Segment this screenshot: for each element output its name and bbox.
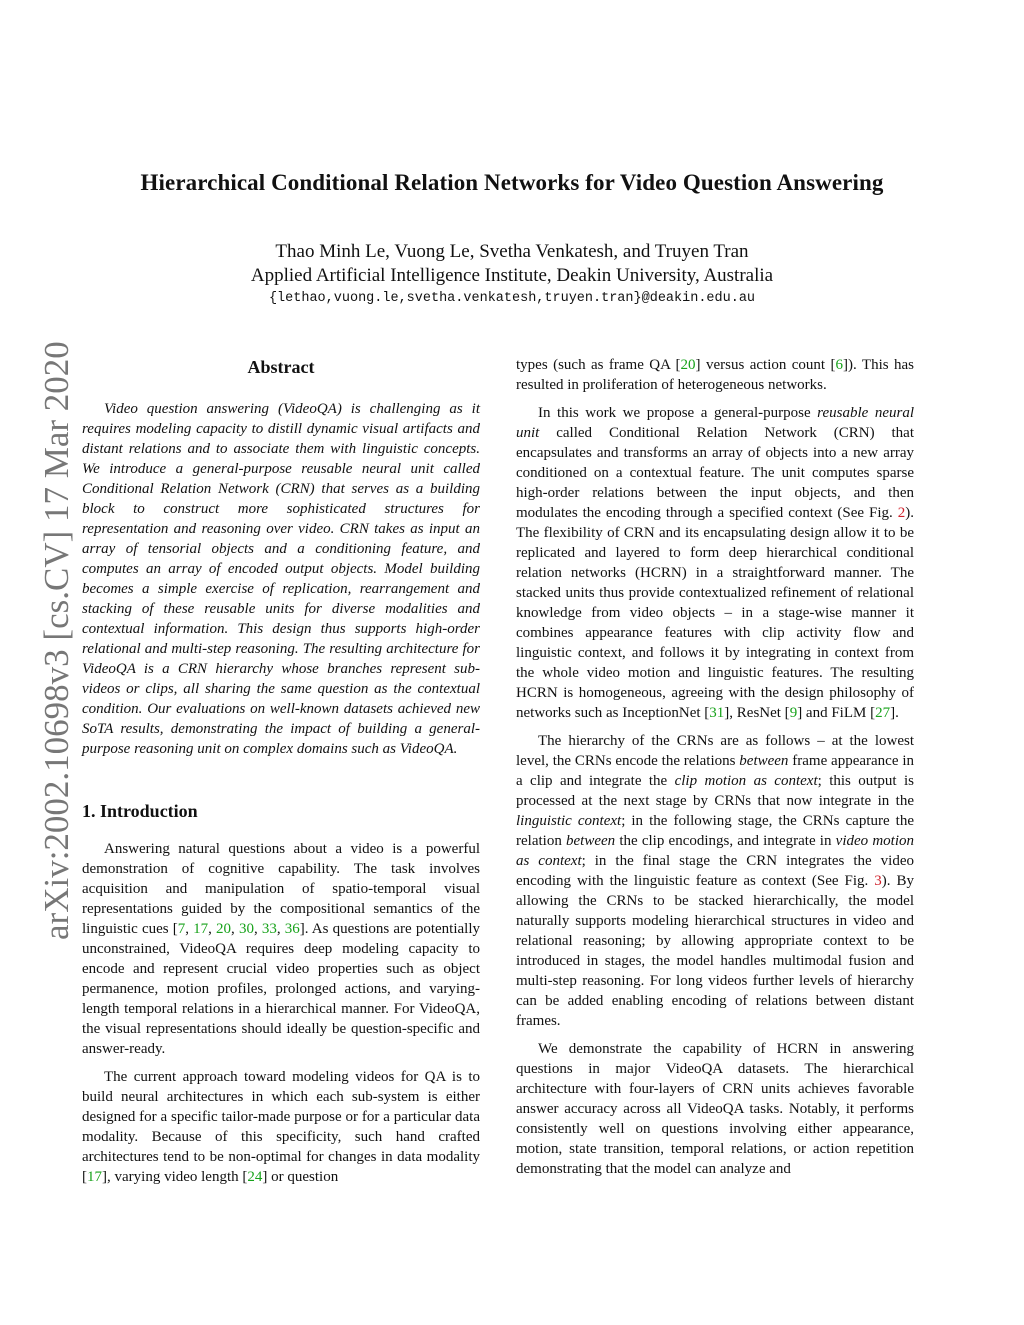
abstract-heading: Abstract <box>247 357 315 377</box>
right-column <box>516 355 914 1187</box>
right-paragraph-2: In this work we propose a general-purpose reusable neural unit called Conditional Relation Network (CRN) that encapsulates and transforms an array of objects into a new array conditioned on a contextual feature. The unit computes sparse high-order relations between the input objects, and then modulates the encoding through a specified context (See Fig. 2). The flexibility of CRN and its encapsulating design allow it to be replicated and layered to form deep hierarchical conditional relation networks (HCRN) in a straightforward manner. The stacked units thus provide contextualized refinement of relational knowledge from video objects – in a stage-wise manner it combines appearance features with clip activity flow and linguistic context, and follows it by integrating in context from the whole video motion and linguistic features. The resulting HCRN is homogeneous, agreeing with the design philosophy of networks such as InceptionNet [31], ResNet [9] and FiLM [27]. <box>516 405 914 721</box>
figure-link[interactable]: 2 <box>897 505 906 521</box>
intro-paragraph-1: Answering natural questions about a video is a powerful demonstration of cognitive capability. The task involves acquisition and manipulation of spatio-temporal visual representations guided by the compositional semantics of the linguistic cues [7, 17, 20, 30, 33, 36]. As questions are potentially unconstrained, VideoQA requires deep modeling capacity to encode and represent crucial video properties such as object permanence, motion profiles, prolonged actions, and varying-length temporal relations in a hierarchical manner. For VideoQA, the visual representations should ideally be question-specific and answer-ready. <box>82 841 480 1057</box>
citation-link[interactable]: 30 <box>238 921 254 937</box>
citation-link[interactable]: 27 <box>875 705 891 721</box>
citation-link[interactable]: 17 <box>87 1169 102 1185</box>
left-column <box>82 355 480 1195</box>
intro-paragraph-2: The current approach toward modeling videos for QA is to build neural architectures in which each sub-system is either designed for a specific tailor-made purpose or for a particular data modality. Because of this specificity, such hand crafted architectures tend to be non-optimal for changes in data modality [17], varying video length [24] or question <box>82 1069 480 1185</box>
right-paragraph-3: The hierarchy of the CRNs are as follows – at the lowest level, the CRNs encode the relations between frame appearance in a clip and integrate the clip motion as context; this output is processed at the next stage by CRNs that now integrate in the linguistic context; in the following stage, the CRNs capture the relation between the clip encodings, and integrate in video motion as context; in the final stage the CRN integrates the video encoding with the linguistic feature as context (See Fig. 3). By allowing the CRNs to be stacked hierarchically, the model naturally supports modeling hierarchical structures in video and relational reasoning; by allowing appropriate context to be introduced in stages, the model handles multimodal fusion and multi-step reasoning. For long videos further levels of hierarchy can be added enabling encoding of relations between distant frames. <box>516 733 915 1029</box>
abstract-body: Video question answering (VideoQA) is challenging as it requires modeling capacity to distill dynamic visual artifacts and distant relations and to associate them with linguistic concepts. We introduce a general-purpose reusable neural unit called Conditional Relation Network (CRN) that serves as a building block to construct more sophisticated structures for representation and reasoning over video. CRN takes as input an array of tensorial objects and a conditioning feature, and computes an array of encoded output objects. Model building becomes a simple exercise of replication, rearrangement and stacking of these reusable units for diverse modalities and contextual information. This design thus supports high-order relational and multi-step reasoning. The resulting architecture for VideoQA is a CRN hierarchy whose branches represent sub-videos or clips, all sharing the same question as the contextual condition. Our evaluations on well-known datasets achieved new SoTA results, demonstrating the impact of building a general-purpose reasoning unit on complex domains such as VideoQA. <box>82 401 480 757</box>
citation-link[interactable]: 33 <box>261 921 277 937</box>
citation-link[interactable]: 6 <box>835 357 844 373</box>
right-paragraph-4: We demonstrate the capability of HCRN in answering questions in major VideoQA datasets. The hierarchical architecture with four-layers of CRN units achieves favorable answer accuracy across all VideoQA tasks. Notably, it performs consistently well on questions involving either appearance, motion, state transition, temporal relations, or action repetition demonstrating that the model can analyze and <box>516 1041 914 1177</box>
intro-heading: 1. Introduction <box>82 801 198 821</box>
citation-link[interactable]: 20 <box>680 357 696 373</box>
author-block <box>60 240 964 288</box>
citation-link[interactable]: 9 <box>789 705 798 721</box>
citation-link[interactable]: 31 <box>709 705 725 721</box>
right-paragraph-1: types (such as frame QA [20] versus action count [6]). This has resulted in proliferation of heterogeneous networks. <box>516 357 914 393</box>
citation-link[interactable]: 36 <box>284 921 300 937</box>
citation-link[interactable]: 17 <box>193 921 209 937</box>
citation-link[interactable]: 24 <box>247 1169 263 1185</box>
paper-title: Hierarchical Conditional Relation Networks for Video Question Answering <box>140 170 884 195</box>
figure-link[interactable]: 3 <box>874 873 882 889</box>
author-affiliation: Applied Artificial Intelligence Institute, Deakin University, Australia <box>250 265 774 286</box>
author-names: Thao Minh Le, Vuong Le, Svetha Venkatesh, and Truyen Tran <box>275 241 749 262</box>
citation-link[interactable]: 7 <box>177 921 186 937</box>
arxiv-watermark: arXiv:2002.10698v3 [cs.CV] 17 Mar 2020 <box>37 341 76 940</box>
citation-link[interactable]: 20 <box>216 921 232 937</box>
author-emails[interactable]: {lethao,vuong.le,svetha.venkatesh,truyen.tran}@deakin.edu.au <box>268 291 756 306</box>
